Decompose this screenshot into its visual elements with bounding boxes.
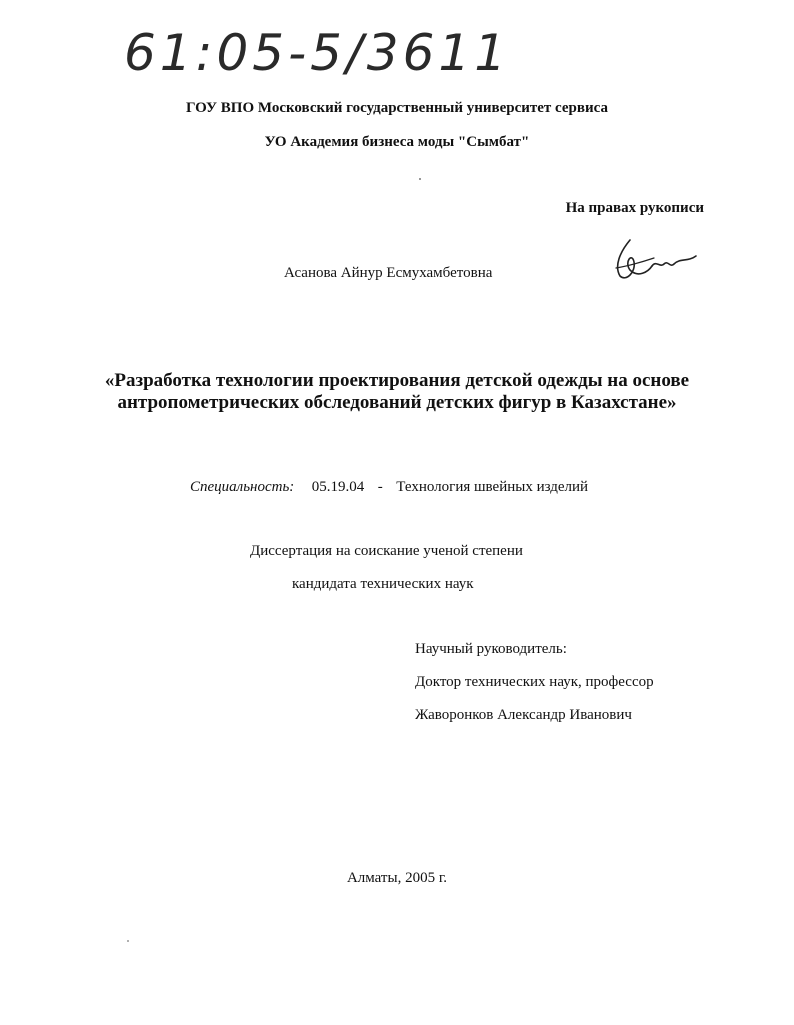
catalog-number-text: 61:05-5/3611 xyxy=(124,24,511,82)
specialty-label: Специальность: xyxy=(190,479,295,495)
scan-speck xyxy=(127,940,129,942)
author-name: Асанова Айнур Есмухамбетовна xyxy=(284,265,493,281)
degree-line-1: Диссертация на соискание ученой степени xyxy=(250,543,523,559)
city-year: Алматы, 2005 г. xyxy=(346,870,448,886)
manuscript-rights-label: На правах рукописи xyxy=(565,200,704,216)
specialty-row xyxy=(190,479,588,496)
specialty-name: Технология швейных изделий xyxy=(396,479,589,495)
specialty-code: 05.19.04 xyxy=(311,479,365,495)
title-line-1: «Разработка технологии проектирования детской одежды на основе xyxy=(104,370,690,391)
advisor-name: Жаворонков Александр Иванович xyxy=(415,707,632,723)
dissertation-title xyxy=(0,370,794,414)
advisor-label: Научный руководитель: xyxy=(415,641,567,657)
title-line-2: антропометрических обследований детских фигур в Казахстане» xyxy=(117,392,677,413)
academy-name: УО Академия бизнеса моды "Сымбат" xyxy=(264,134,530,150)
advisor-block xyxy=(415,641,654,740)
university-name: ГОУ ВПО Московский государственный университет сервиса xyxy=(186,100,608,116)
degree-line-2: кандидата технических наук xyxy=(292,576,474,592)
specialty-separator: - xyxy=(377,479,383,495)
handwritten-catalog-number xyxy=(120,8,540,92)
author-signature xyxy=(608,232,703,287)
advisor-position: Доктор технических наук, профессор xyxy=(415,674,654,690)
scan-speck xyxy=(419,178,421,180)
